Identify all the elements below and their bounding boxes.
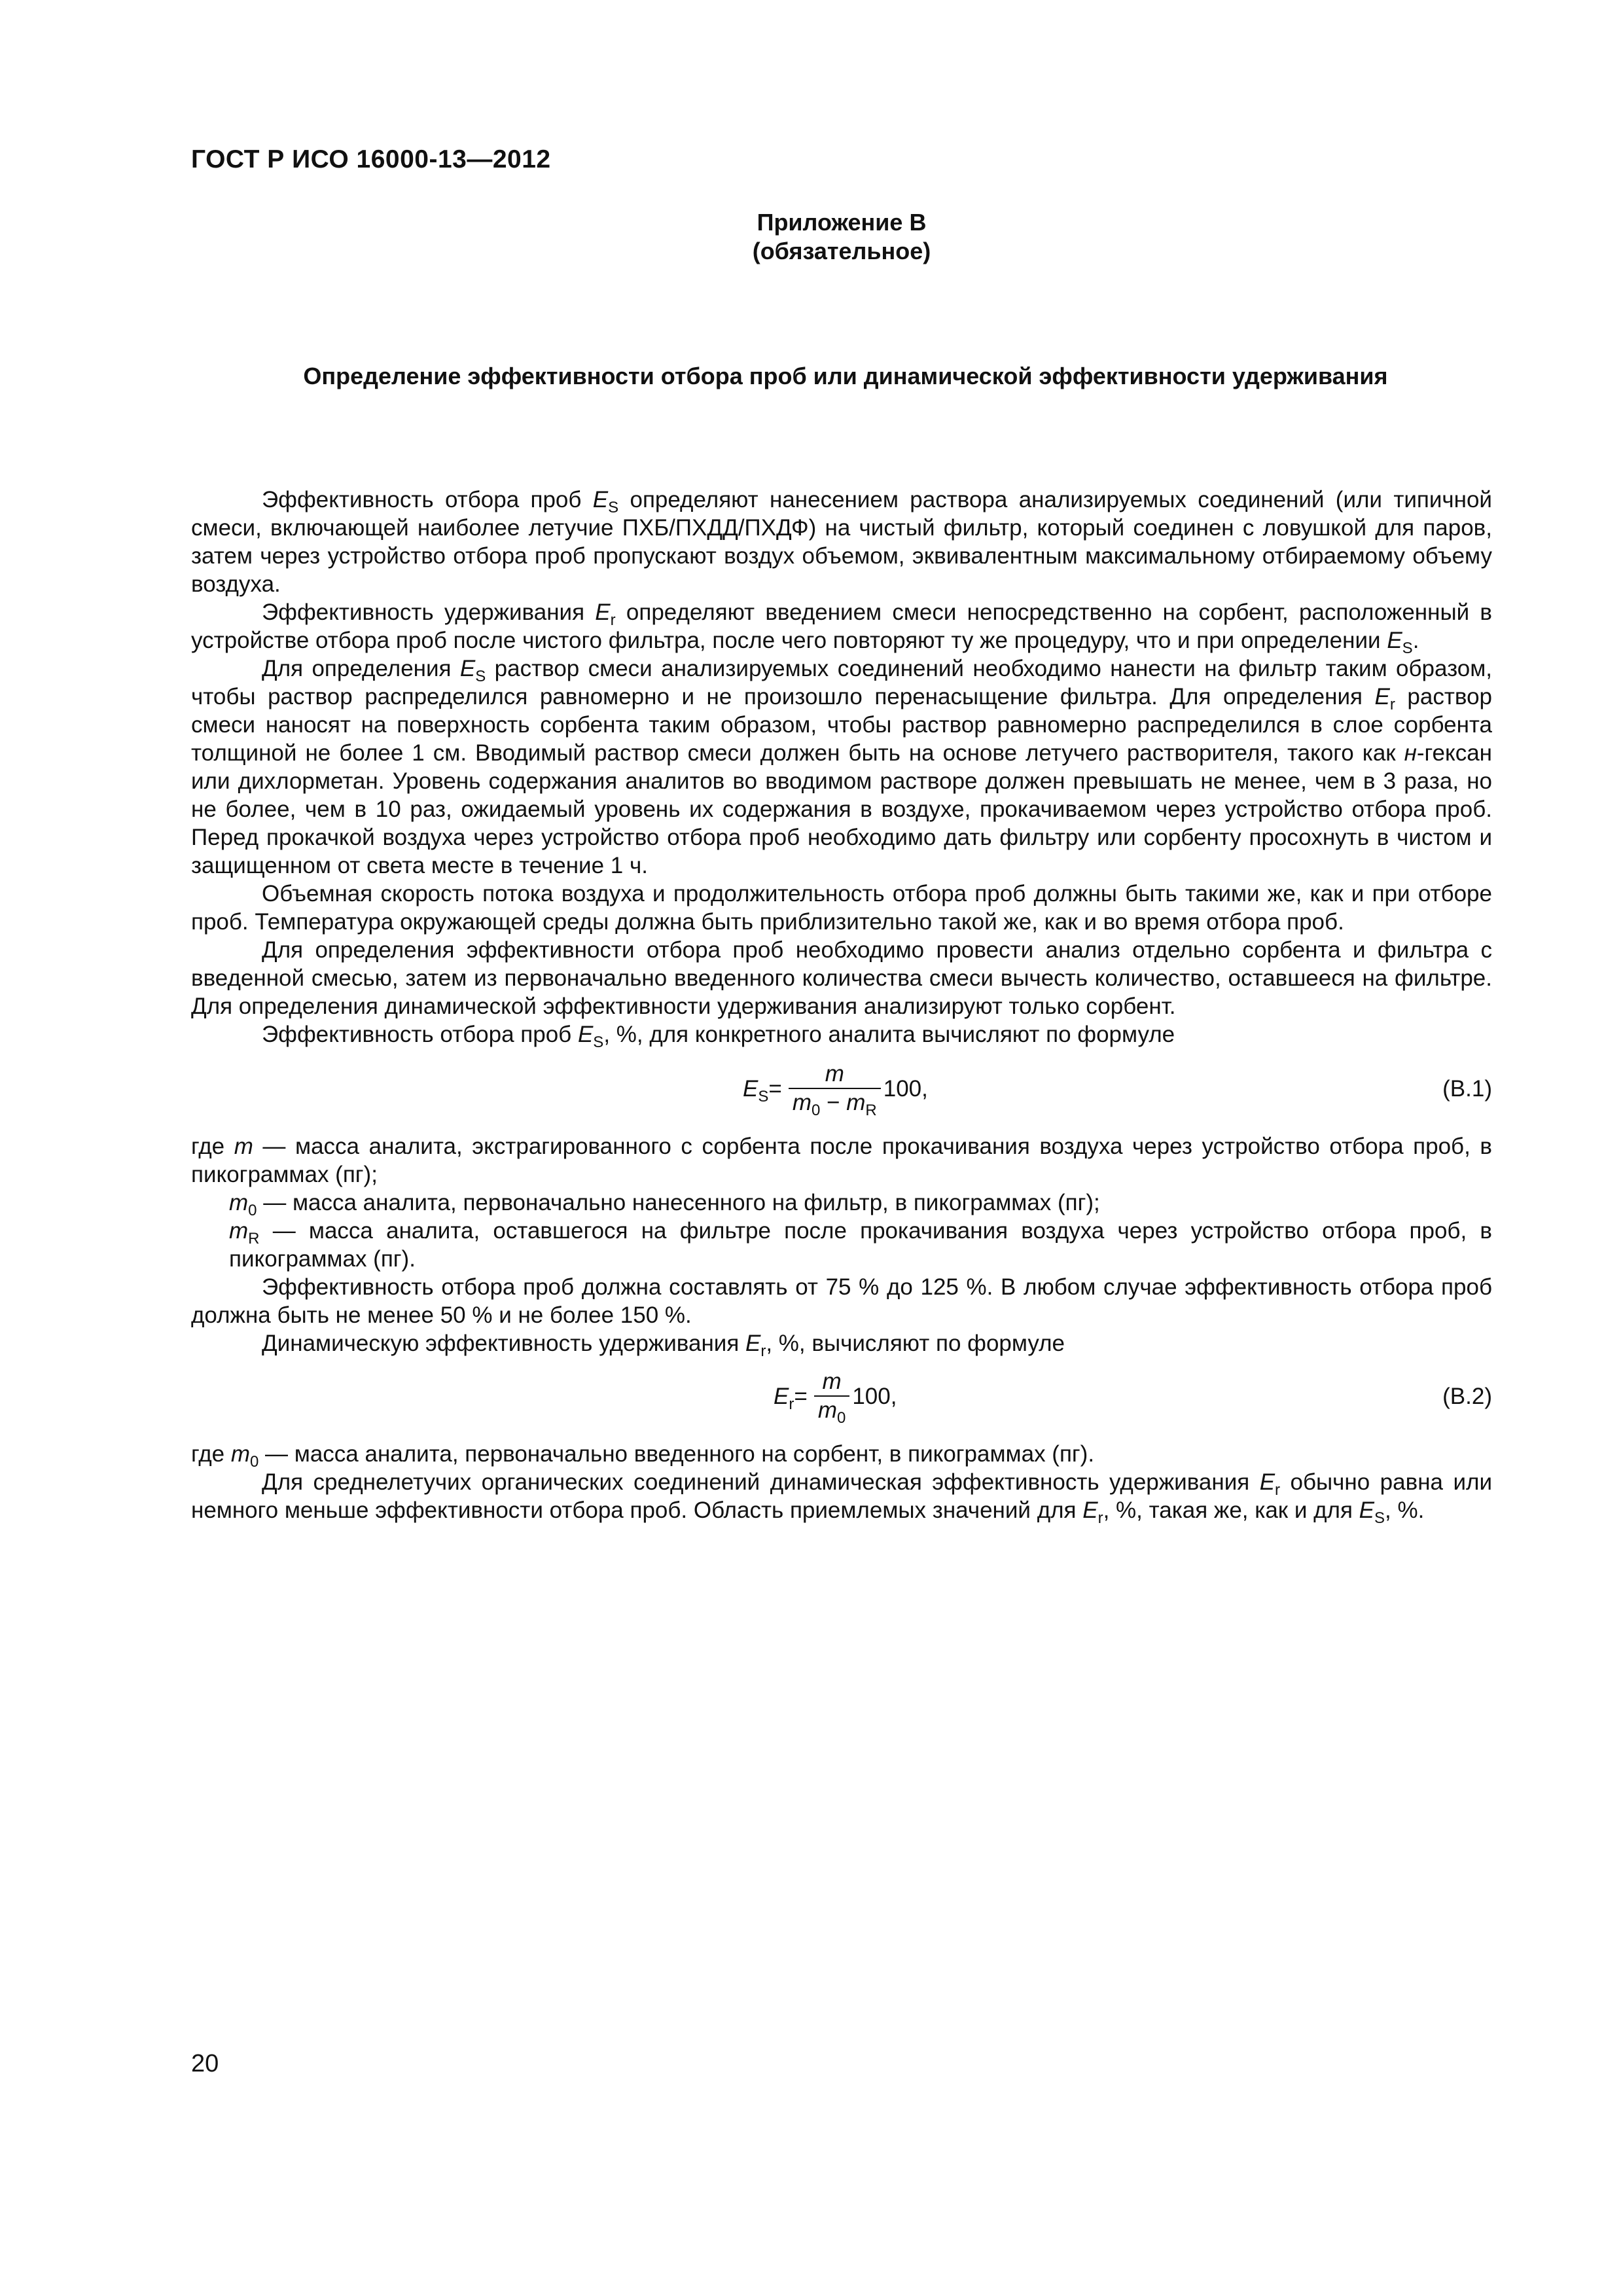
where-m0: $m_0$ — масса аналита, первоначально нанесенного на фильтр, в пикограммах (пг); — [229, 1190, 1100, 1219]
where-m: где m — масса аналита, экстрагированного с сорбента после прокачивания воздуха через устройство отбора проб, в пикограммах (пг); — [191, 1134, 1493, 1187]
paragraph-flow-rate: Объемная скорость потока воздуха и продолжительность отбора проб должны быть такими же, как и при отборе проб. Температура окружающей среды должна быть приблизительно такой же, как и во время отбора проб. — [191, 881, 1492, 935]
fraction-b2: $\frac{m}{m_0}$ — [814, 1368, 850, 1424]
where-mr: $m_R$ — масса аналита, оставшегося на фильтре после прокачивания воздуха через устройство отбора проб, в пикограммах (пг). — [229, 1218, 1492, 1272]
annex-status: (обязательное) — [752, 238, 931, 264]
paragraph-retention-efficiency: Эффективность удерживания $E_r$ определяют введением смеси непосредственно на сорбент, расположенный в устройстве отбора проб после чистого фильтра, после чего повторяют ту же процедуру, что и при определении $E_S$. — [191, 600, 1492, 657]
formula-b2: $E_r$ = $\frac{m}{m_0}$ 100, — [774, 1369, 897, 1427]
equation-b1 — [191, 1060, 1492, 1132]
fraction-b1: $\frac{m}{m_0 - m_R}$ — [789, 1060, 881, 1117]
page-number: 20 — [191, 2050, 219, 2077]
paragraph-formula-intro-2: Динамическую эффективность удерживания $E_r$, %, вычисляют по формуле — [262, 1331, 1065, 1360]
paragraph-efficiency-range: Эффективность отбора проб должна составлять от 75 % до 125 %. В любом случае эффективность отбора проб должна быть не менее 50 % и не более 150 %. — [191, 1274, 1492, 1328]
where-m0-sorbent: где $m_0$ — масса аналита, первоначально введенного на сорбент, в пикограммах (пг). — [191, 1441, 1095, 1471]
paragraph-formula-intro-1: Эффективность отбора проб $E_S$, %, для конкретного аналита вычисляют по формуле — [262, 1022, 1175, 1051]
document-header: ГОСТ Р ИСО 16000-13—2012 — [191, 145, 551, 173]
paragraph-semivolatile: Для среднелетучих органических соединений динамическая эффективность удерживания $E_r$ обычно равна или немного меньше эффективности отбора проб. Область приемлемых значений для $E_r$, %, такая же, как и для $E_S$, %. — [191, 1469, 1492, 1527]
equation-number-b2: (B.2) — [1442, 1384, 1492, 1409]
equation-b2 — [191, 1368, 1492, 1440]
formula-b1: $E_S$ = $\frac{m}{m_0 - m_R}$ 100, — [743, 1061, 928, 1119]
equation-number-b1: (B.1) — [1442, 1076, 1492, 1102]
paragraph-procedure: Для определения $E_S$ раствор смеси анализируемых соединений необходимо нанести на фильтр таким образом, чтобы раствор распределился равномерно и не произошло перенасыщение фильтра. Для определения $E_r$ раствор смеси наносят на поверхность сорбента таким образом, чтобы раствор равномерно распределился в слое сорбента толщиной не более 1 см. Вводимый раствор смеси должен быть на основе летучего растворителя, такого как н-гексан или дихлорметан. Уровень содержания аналитов во вводимом растворе должен превышать не менее, чем в 3 раза, но не более, чем в 10 раз, ожидаемый уровень их содержания в воздухе, прокачиваемом через устройство отбора проб. Перед прокачкой воздуха через устройство отбора проб необходимо дать фильтру или сорбенту просохнуть в чистом и защищенном от света месте в течение 1 ч. — [191, 656, 1492, 878]
paragraph-sampling-efficiency: Эффективность отбора проб $E_S$ определяют нанесением раствора анализируемых соединений (или типичной смеси, включающей наиболее летучие ПХБ/ПХДД/ПХДФ) на чистый фильтр, который соединен с ловушкой для паров, затем через устройство отбора проб пропускают воздух объемом, эквивалентным максимальному отбираемому объему воздуха. — [191, 487, 1492, 597]
annex-title: Приложение В — [757, 209, 927, 236]
document-body — [191, 486, 1493, 1527]
annex-title-block — [191, 208, 1492, 266]
paragraph-analysis: Для определения эффективности отбора проб необходимо провести анализ отдельно сорбента и фильтра с введенной смесью, затем из первоначально введенного количества смеси вычесть количество, оставшееся на фильтре. Для определения динамической эффективности удерживания анализируют только сорбент. — [191, 937, 1492, 1019]
annex-heading: Определение эффективности отбора проб или динамической эффективности удерживания — [303, 363, 1388, 389]
